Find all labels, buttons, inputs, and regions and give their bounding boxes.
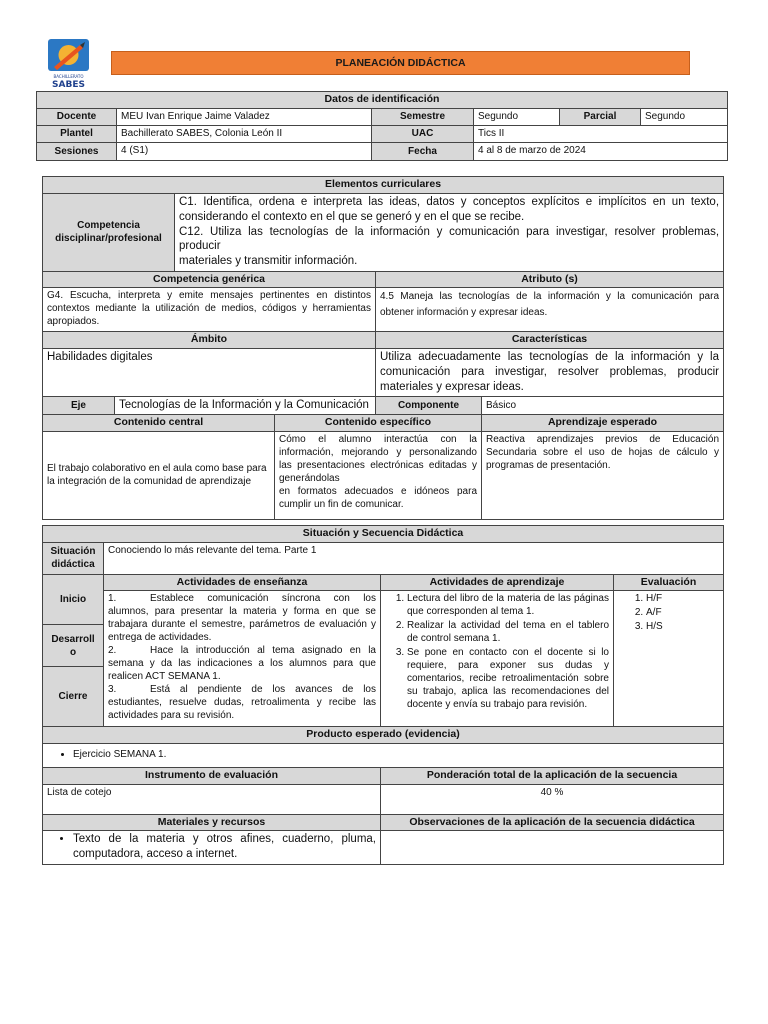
generica-label: Competencia genérica	[43, 271, 376, 288]
observaciones-value	[381, 831, 724, 865]
ponderacion-value: 40 %	[381, 784, 724, 814]
producto-label: Producto esperado (evidencia)	[43, 727, 724, 744]
ambito-value: Habilidades digitales	[43, 348, 376, 396]
c12-text: C12. Utiliza las tecnologías de la información y comunicación para investigar, resolver problemas, producir	[179, 225, 720, 253]
ensenanza-item	[108, 644, 376, 683]
materiales-value	[43, 831, 381, 865]
ensenanza-num: 2.	[108, 645, 117, 657]
ensenanza-num: 3.	[108, 684, 117, 696]
fecha-label: Fecha	[372, 142, 474, 160]
sesiones-label: Sesiones	[37, 142, 117, 160]
ensenanza-label: Actividades de enseñanza	[104, 574, 381, 591]
ensenanza-text: Está al pendiente de los avances de los estudiantes, resuelve dudas, retroalimenta y recibe las actividades para su revisión.	[108, 684, 376, 722]
aprendizaje-item: 3. Se pone en contacto con el docente si lo requiere, para exponer sus dudas y comentarios, recibe retroalimentación sobre su trabajo, aplica las recomendaciones del docente y envía su trabajo para revisión.	[407, 646, 609, 711]
evaluacion-label: Evaluación	[614, 574, 724, 591]
atributo-label: Atributo (s)	[376, 271, 724, 288]
ensenanza-item	[108, 592, 376, 644]
situacion-value: Conociendo lo más relevante del tema. Parte 1	[104, 542, 724, 574]
plantel-label: Plantel	[37, 125, 117, 142]
evaluacion-item: 1. H/F	[646, 592, 719, 605]
central-label: Contenido central	[43, 414, 275, 431]
uac-label: UAC	[372, 125, 474, 142]
aprendizaje-esperado-label: Aprendizaje esperado	[482, 414, 724, 431]
svg-text:BACHILLERATO: BACHILLERATO	[53, 74, 84, 79]
aprendizaje-item: 1. Lectura del libro de la materia de las páginas que corresponden al tema 1.	[407, 592, 609, 618]
parcial-label: Parcial	[560, 108, 641, 125]
evaluacion-item: 2. A/F	[646, 606, 719, 619]
sequence-table	[42, 525, 724, 865]
materiales-label: Materiales y recursos	[43, 814, 381, 831]
sequence-heading: Situación y Secuencia Didáctica	[43, 526, 724, 543]
eje-label: Eje	[43, 396, 115, 414]
curricular-heading: Elementos curriculares	[43, 177, 724, 194]
generica-value: G4. Escucha, interpreta y emite mensajes pertinentes en distintos contextos mediante la utilización de medios, códigos y herramientas apropiados.	[43, 288, 376, 332]
plantel-value: Bachillerato SABES, Colonia León II	[117, 125, 372, 142]
aprendizaje-item: 2. Realizar la actividad del tema en el tablero de control semana 1.	[407, 619, 609, 645]
observaciones-label: Observaciones de la aplicación de la secuencia didáctica	[381, 814, 724, 831]
producto-item: • Ejercicio SEMANA 1.	[73, 748, 719, 761]
aprendizaje-list	[381, 591, 614, 727]
parcial-value: Segundo	[641, 108, 728, 125]
componente-value: Básico	[482, 396, 724, 414]
desarrollo-label: Desarroll o	[43, 625, 104, 667]
componente-label: Componente	[376, 396, 482, 414]
ensenanza-num: 1.	[108, 593, 117, 605]
evaluacion-list	[614, 591, 724, 727]
inicio-label: Inicio	[43, 574, 104, 625]
identification-table	[36, 91, 728, 161]
c12-cont-text: materiales y transmitir información.	[179, 255, 358, 268]
ensenanza-list	[104, 591, 381, 727]
aprendizaje-label: Actividades de aprendizaje	[381, 574, 614, 591]
central-value: El trabajo colaborativo en el aula como base para la integración de la comunidad de aprendizaje	[43, 431, 275, 519]
producto-value	[43, 743, 724, 767]
atributo-value: 4.5 Maneja las tecnologías de la información y la comunicación para obtener información y expresar ideas.	[376, 288, 724, 332]
cierre-label: Cierre	[43, 667, 104, 727]
especifico-text: Cómo el alumno interactúa con la información, mejorando y personalizando las presentaciones electrónicas editadas y generándolas	[279, 433, 477, 484]
identification-heading: Datos de identificación	[37, 92, 728, 109]
curricular-table	[42, 176, 724, 520]
ensenanza-item	[108, 683, 376, 722]
situacion-label: Situación didáctica	[43, 542, 104, 574]
especifico-value	[275, 431, 482, 519]
materiales-item: • Texto de la materia y otros afines, cuaderno, pluma, computadora, acceso a internet.	[73, 832, 376, 862]
competencia-value	[175, 193, 724, 271]
svg-text:SABES: SABES	[52, 80, 85, 88]
especifico-cont-text: en formatos adecuados e idóneos para cumplir un fin de comunicar.	[279, 485, 477, 510]
semestre-label: Semestre	[372, 108, 474, 125]
docente-label: Docente	[37, 108, 117, 125]
eje-value: Tecnologías de la Información y la Comunicación	[115, 396, 376, 414]
ensenanza-text: Hace la introducción al tema asignado en la semana y da las indicaciones a los alumnos para que realicen ACT SEMANA 1.	[108, 645, 376, 683]
sabes-logo	[46, 37, 91, 88]
uac-value: Tics II	[474, 125, 728, 142]
fecha-value: 4 al 8 de marzo de 2024	[474, 142, 728, 160]
ambito-label: Ámbito	[43, 332, 376, 349]
instrumento-value: Lista de cotejo	[43, 784, 381, 814]
aprendizaje-esperado-value: Reactiva aprendizajes previos de Educación Secundaria sobre el uso de hojas de cálculo y programas de presentación.	[482, 431, 724, 519]
page-title: PLANEACIÓN DIDÁCTICA	[111, 51, 690, 75]
c1-text: C1. Identifica, ordena e interpreta las ideas, datos y conceptos explícitos e implícitos en un texto, considerando el contexto en el que se generó y en el que se recibe.	[179, 195, 720, 223]
docente-value: MEU Ivan Enrique Jaime Valadez	[117, 108, 372, 125]
semestre-value: Segundo	[474, 108, 560, 125]
instrumento-label: Instrumento de evaluación	[43, 767, 381, 784]
especifico-label: Contenido específico	[275, 414, 482, 431]
ensenanza-text: Establece comunicación síncrona con los alumnos, para presentar la materia y forma en que se trabajara durante el semestre, parámetros de evaluación y entrega de actividades.	[108, 593, 376, 644]
competencia-label: Competencia disciplinar/profesional	[43, 193, 175, 271]
evaluacion-item: 3. H/S	[646, 620, 719, 633]
ponderacion-label: Ponderación total de la aplicación de la secuencia	[381, 767, 724, 784]
caracteristicas-value: Utiliza adecuadamente las tecnologías de la información y la comunicación para investigar, resolver problemas, producir materiales y expresar ideas.	[376, 348, 724, 396]
caracteristicas-label: Características	[376, 332, 724, 349]
sesiones-value: 4 (S1)	[117, 142, 372, 160]
